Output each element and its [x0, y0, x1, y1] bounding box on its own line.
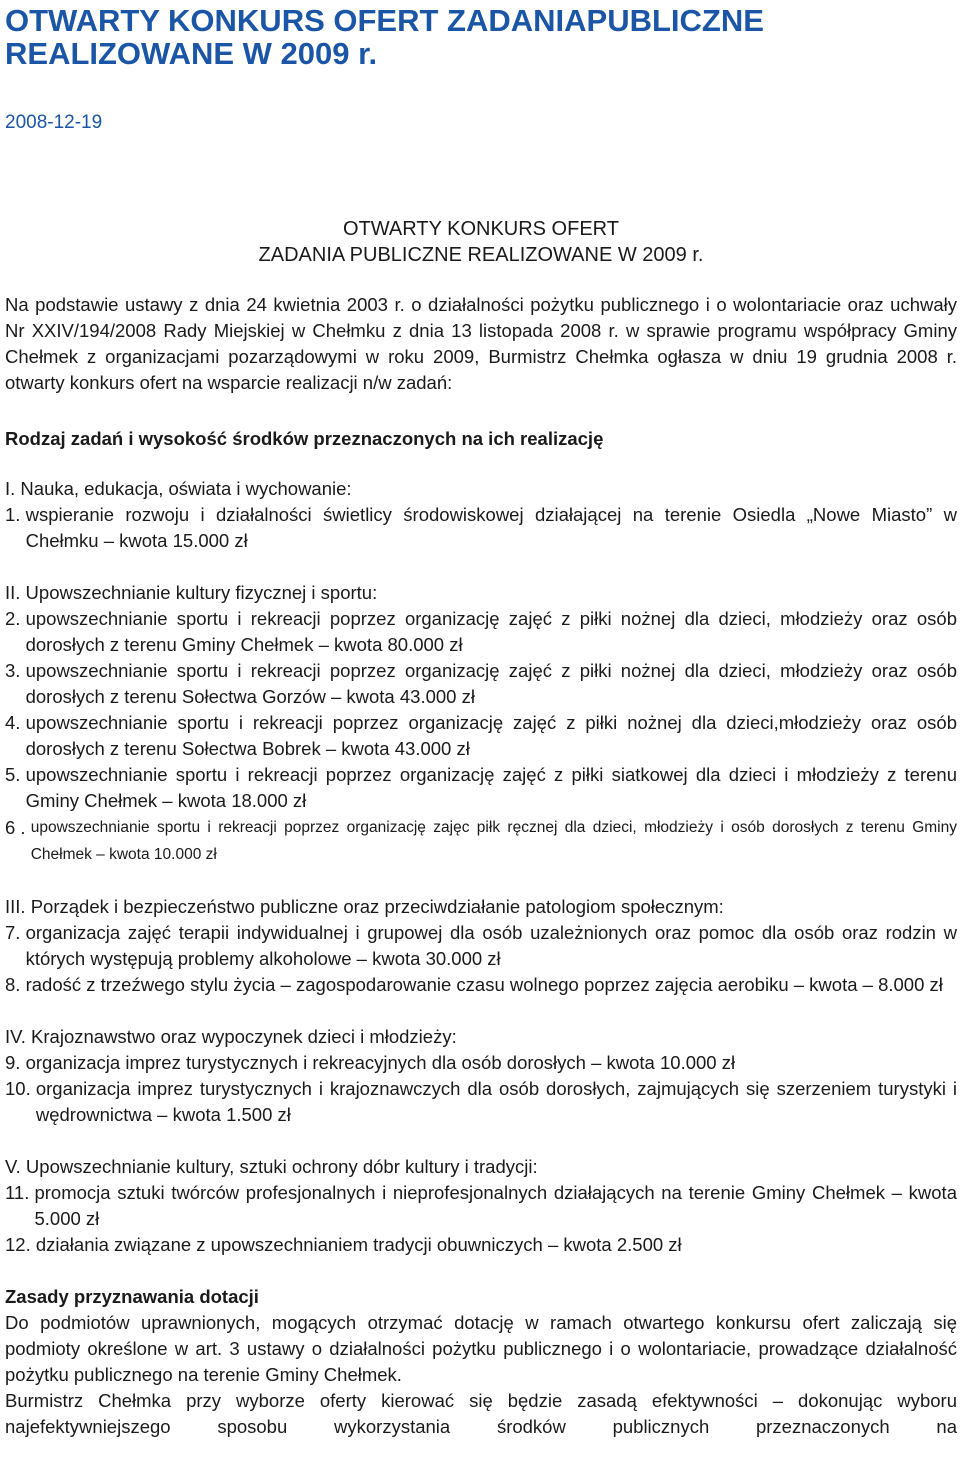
- item-number: 9.: [5, 1052, 26, 1073]
- item-text: radość z trzeźwego stylu życia – zagospodarowanie czasu wolnego poprzez zajęcia aerobiku – kwota – 8.000 zł: [25, 974, 943, 995]
- item-text: upowszechnianie sportu i rekreacji poprzez organizację zajęć z piłki nożnej dla dzieci,młodzieży oraz osób dorosłych z terenu Sołectwa Bobrek – kwota 43.000 zł: [25, 712, 957, 759]
- item-text: upowszechnianie sportu i rekreacji poprzez organizację zajęć z piłki siatkowej dla dzieci i młodzieży z terenu Gminy Chełmek – kwota 18.000 zł: [25, 764, 957, 811]
- item-text: organizacja imprez turystycznych i rekreacyjnych dla osób dorosłych – kwota 10.000 zł: [25, 1052, 736, 1073]
- item-number: 3.: [5, 660, 26, 681]
- tasks-subheading: Rodzaj zadań i wysokość środków przeznaczonych na ich realizację: [5, 428, 604, 449]
- tasks-content: [5, 476, 957, 1440]
- list-item: [5, 814, 957, 868]
- intro-paragraph: Na podstawie ustawy z dnia 24 kwietnia 2003 r. o działalności pożytku publicznego i o wolontariacie oraz uchwały Nr XXIV/194/2008 Rady Miejskiej w Chełmku z dnia 13 listopada 2008 r. w sprawie programu współpracy Gminy Chełmek z organizacjami pozarządowymi w roku 2009, Burmistrz Chełmka ogłasza w dniu 19 grudnia 2008 r. otwarty konkurs ofert na wsparcie realizacji n/w zadań:: [5, 294, 957, 393]
- item-number: 12.: [5, 1234, 36, 1255]
- item-number: 1.: [5, 504, 26, 525]
- rules-heading: Zasady przyznawania dotacji: [5, 1286, 259, 1307]
- announcement-title-line-2: ZADANIA PUBLICZNE REALIZOWANE W 2009 r.: [258, 244, 704, 266]
- publish-date: 2008-12-19: [5, 112, 103, 133]
- page-title: OTWARTY KONKURS OFERT ZADANIAPUBLICZNE REALIZOWANE W 2009 r.: [5, 3, 764, 71]
- item-text: działania związane z upowszechnianiem tradycji obuwniczych – kwota 2.500 zł: [35, 1234, 682, 1255]
- item-text: promocja sztuki twórców profesjonalnych i nieprofesjonalnych działających na terenie Gminy Chełmek – kwota 5.000 zł: [34, 1182, 957, 1229]
- list-item: [5, 1050, 957, 1076]
- section-heading: III. Porządek i bezpieczeństwo publiczne oraz przeciwdziałanie patologiom społecznym:: [5, 896, 724, 917]
- announcement-title-line-1: OTWARTY KONKURS OFERT: [343, 218, 619, 240]
- item-number: 11.: [5, 1182, 35, 1203]
- list-item: [5, 972, 957, 998]
- item-number: 2.: [5, 608, 26, 629]
- list-item: [5, 1180, 957, 1232]
- section-heading: I. Nauka, edukacja, oświata i wychowanie:: [5, 478, 352, 499]
- item-number: 10.: [5, 1078, 36, 1099]
- item-number: 7.: [5, 922, 26, 943]
- list-item: [5, 762, 957, 814]
- announcement-title: [5, 216, 957, 268]
- item-text: wspieranie rozwoju i działalności świetlicy środowiskowej działającej na terenie Osiedla „Nowe Miasto” w Chełmku – kwota 15.000 zł: [25, 504, 957, 551]
- section-heading: IV. Krajoznawstwo oraz wypoczynek dzieci i młodzieży:: [5, 1026, 457, 1047]
- section-heading: V. Upowszechnianie kultury, sztuki ochrony dóbr kultury i tradycji:: [5, 1156, 538, 1177]
- item-text: upowszechnianie sportu i rekreacji poprzez organizację zajęć z piłki nożnej dla dzieci, młodzieży oraz osób dorosłych z terenu Sołectwa Gorzów – kwota 43.000 zł: [25, 660, 957, 707]
- rules-paragraph-1: Do podmiotów uprawnionych, mogących otrzymać dotację w ramach otwartego konkursu ofert zaliczają się podmioty określone w art. 3 ustawy o działalności pożytku publicznego i o wolontariacie, prowadzące działalność pożytku publicznego na terenie Gminy Chełmek.: [5, 1312, 957, 1385]
- list-item: [5, 606, 957, 658]
- rules-paragraph-2: Burmistrz Chełmka przy wyborze oferty kierować się będzie zasadą efektywności – dokonując wyboru najefektywniejszego sposobu wykorzystania środków publicznych przeznaczonych na: [5, 1390, 957, 1437]
- section-heading: II. Upowszechnianie kultury fizycznej i sportu:: [5, 582, 378, 603]
- item-text: organizacja imprez turystycznych i krajoznawczych dla osób dorosłych, zajmujących się szerzeniem turystyki i wędrownictwa – kwota 1.500 zł: [35, 1078, 957, 1125]
- item-number: 8.: [5, 974, 26, 995]
- list-item: [5, 502, 957, 554]
- list-item: [5, 658, 957, 710]
- item-text: organizacja zajęć terapii indywidualnej i grupowej dla osób uzależnionych oraz pomoc dla osób oraz rodzin w których występują problemy alkoholowe – kwota 30.000 zł: [25, 922, 957, 969]
- list-item: [5, 920, 957, 972]
- item-number: 5.: [5, 764, 26, 785]
- item-text: upowszechnianie sportu i rekreacji poprzez organizację zajęć z piłki nożnej dla dzieci, młodzieży oraz osób dorosłych z terenu Gminy Chełmek – kwota 80.000 zł: [25, 608, 957, 655]
- list-item: [5, 1232, 957, 1258]
- item-number: 6 .: [5, 817, 31, 838]
- list-item: [5, 1076, 957, 1128]
- item-number: 4.: [5, 712, 26, 733]
- list-item: [5, 710, 957, 762]
- item-text: upowszechnianie sportu i rekreacji poprzez organizację zajęc piłk ręcznej dla dzieci, młodzieży i osób dorosłych z terenu Gminy Chełmek – kwota 10.000 zł: [30, 819, 957, 863]
